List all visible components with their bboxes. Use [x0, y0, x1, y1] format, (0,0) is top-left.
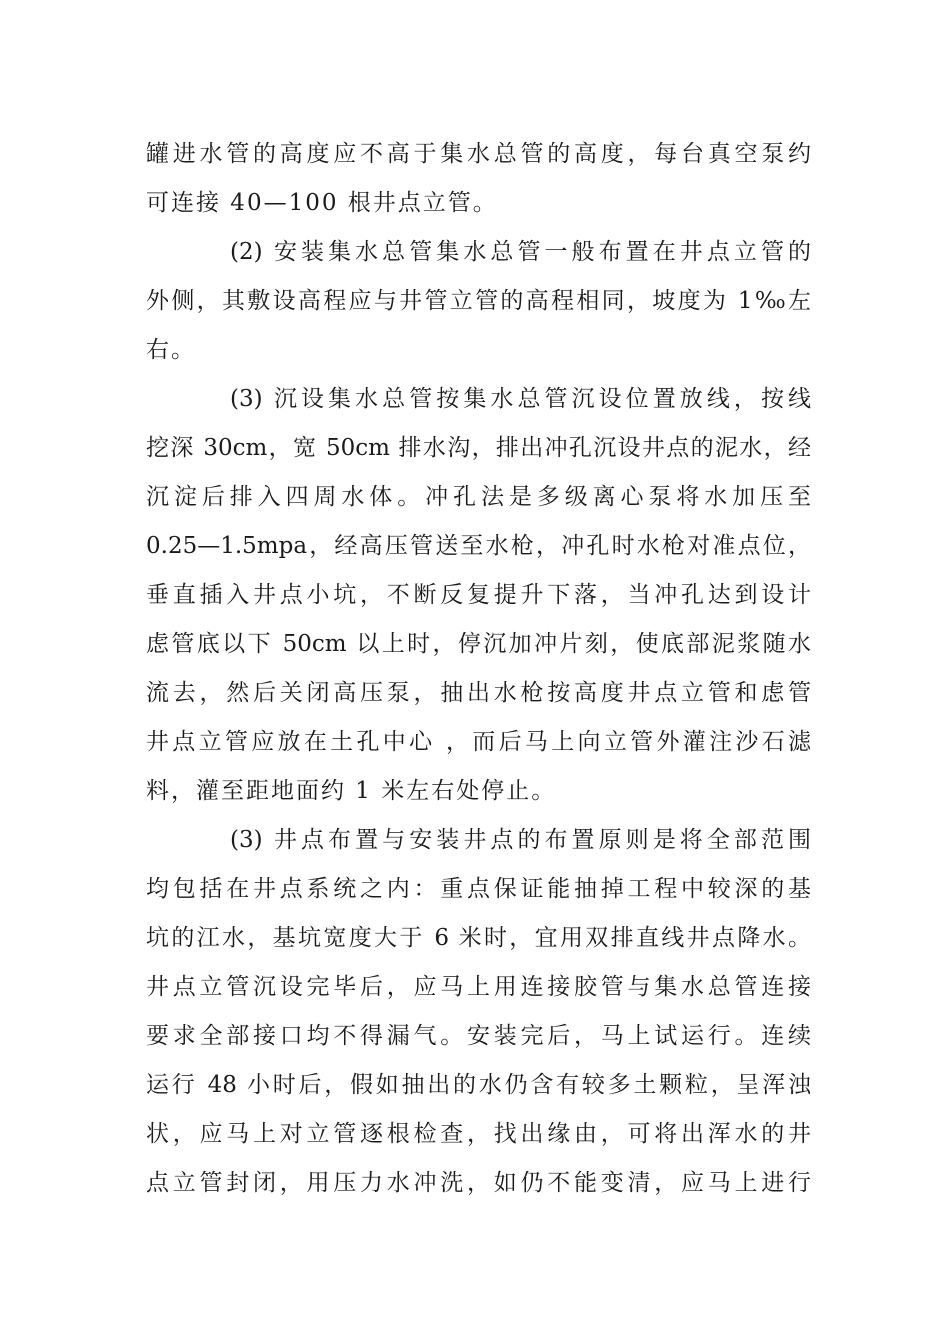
text-line: 坑的江水，基坑宽度大于 6 米时，宜用双排直线井点降水。	[146, 925, 811, 951]
text-line: 均包括在井点系统之内：重点保证能抽掉工程中较深的基	[146, 876, 811, 902]
text-line: 料，灌至距地面约 1 米左右处停止。	[146, 778, 557, 804]
text-line: 状，应马上对立管逐根检查，找出缘由，可将出浑水的井	[146, 1121, 811, 1147]
paragraph-first-line: (2) 安装集水总管集水总管一般布置在井点立管的	[230, 239, 811, 265]
text-line: 要求全部接口均不得漏气。安装完后，马上试运行。连续	[146, 1023, 811, 1049]
text-line: 运行 48 小时后，假如抽出的水仍含有较多土颗粒，呈浑浊	[146, 1072, 811, 1098]
text-line: 罐进水管的高度应不高于集水总管的高度，每台真空泵约	[146, 141, 811, 167]
text-line: 可连接 40—100 根井点立管。	[146, 190, 498, 216]
body-text	[146, 130, 811, 1208]
text-line: 虑管底以下 50cm 以上时，停沉加冲片刻，使底部泥浆随水	[146, 631, 811, 657]
text-line: 井点立管应放在土孔中心 ，而后马上向立管外灌注沙石滤	[146, 729, 811, 755]
text-line: 0.25—1.5mpa，经高压管送至水枪，冲孔时水枪对准点位，	[146, 533, 811, 559]
text-line: 流去，然后关闭高压泵，抽出水枪按高度井点立管和虑管	[146, 680, 811, 706]
text-line: 挖深 30cm，宽 50cm 排水沟，排出冲孔沉设井点的泥水，经	[146, 435, 811, 461]
text-line: 右。	[146, 337, 196, 363]
text-line: 点立管封闭，用压力水冲洗，如仍不能变清，应马上进行	[146, 1170, 811, 1196]
text-line: 井点立管沉设完毕后，应马上用连接胶管与集水总管连接	[146, 974, 811, 1000]
text-line: 沉淀后排入四周水体。冲孔法是多级离心泵将水加压至	[146, 484, 811, 510]
text-line: 外侧，其敷设高程应与井管立管的高程相同，坡度为 1‰左	[146, 288, 811, 314]
paragraph-first-line: (3) 井点布置与安装井点的布置原则是将全部范围	[230, 827, 811, 853]
text-line: 垂直插入井点小坑，不断反复提升下落，当冲孔达到设计	[146, 582, 811, 608]
paragraph-first-line: (3) 沉设集水总管按集水总管沉设位置放线，按线	[230, 386, 811, 412]
